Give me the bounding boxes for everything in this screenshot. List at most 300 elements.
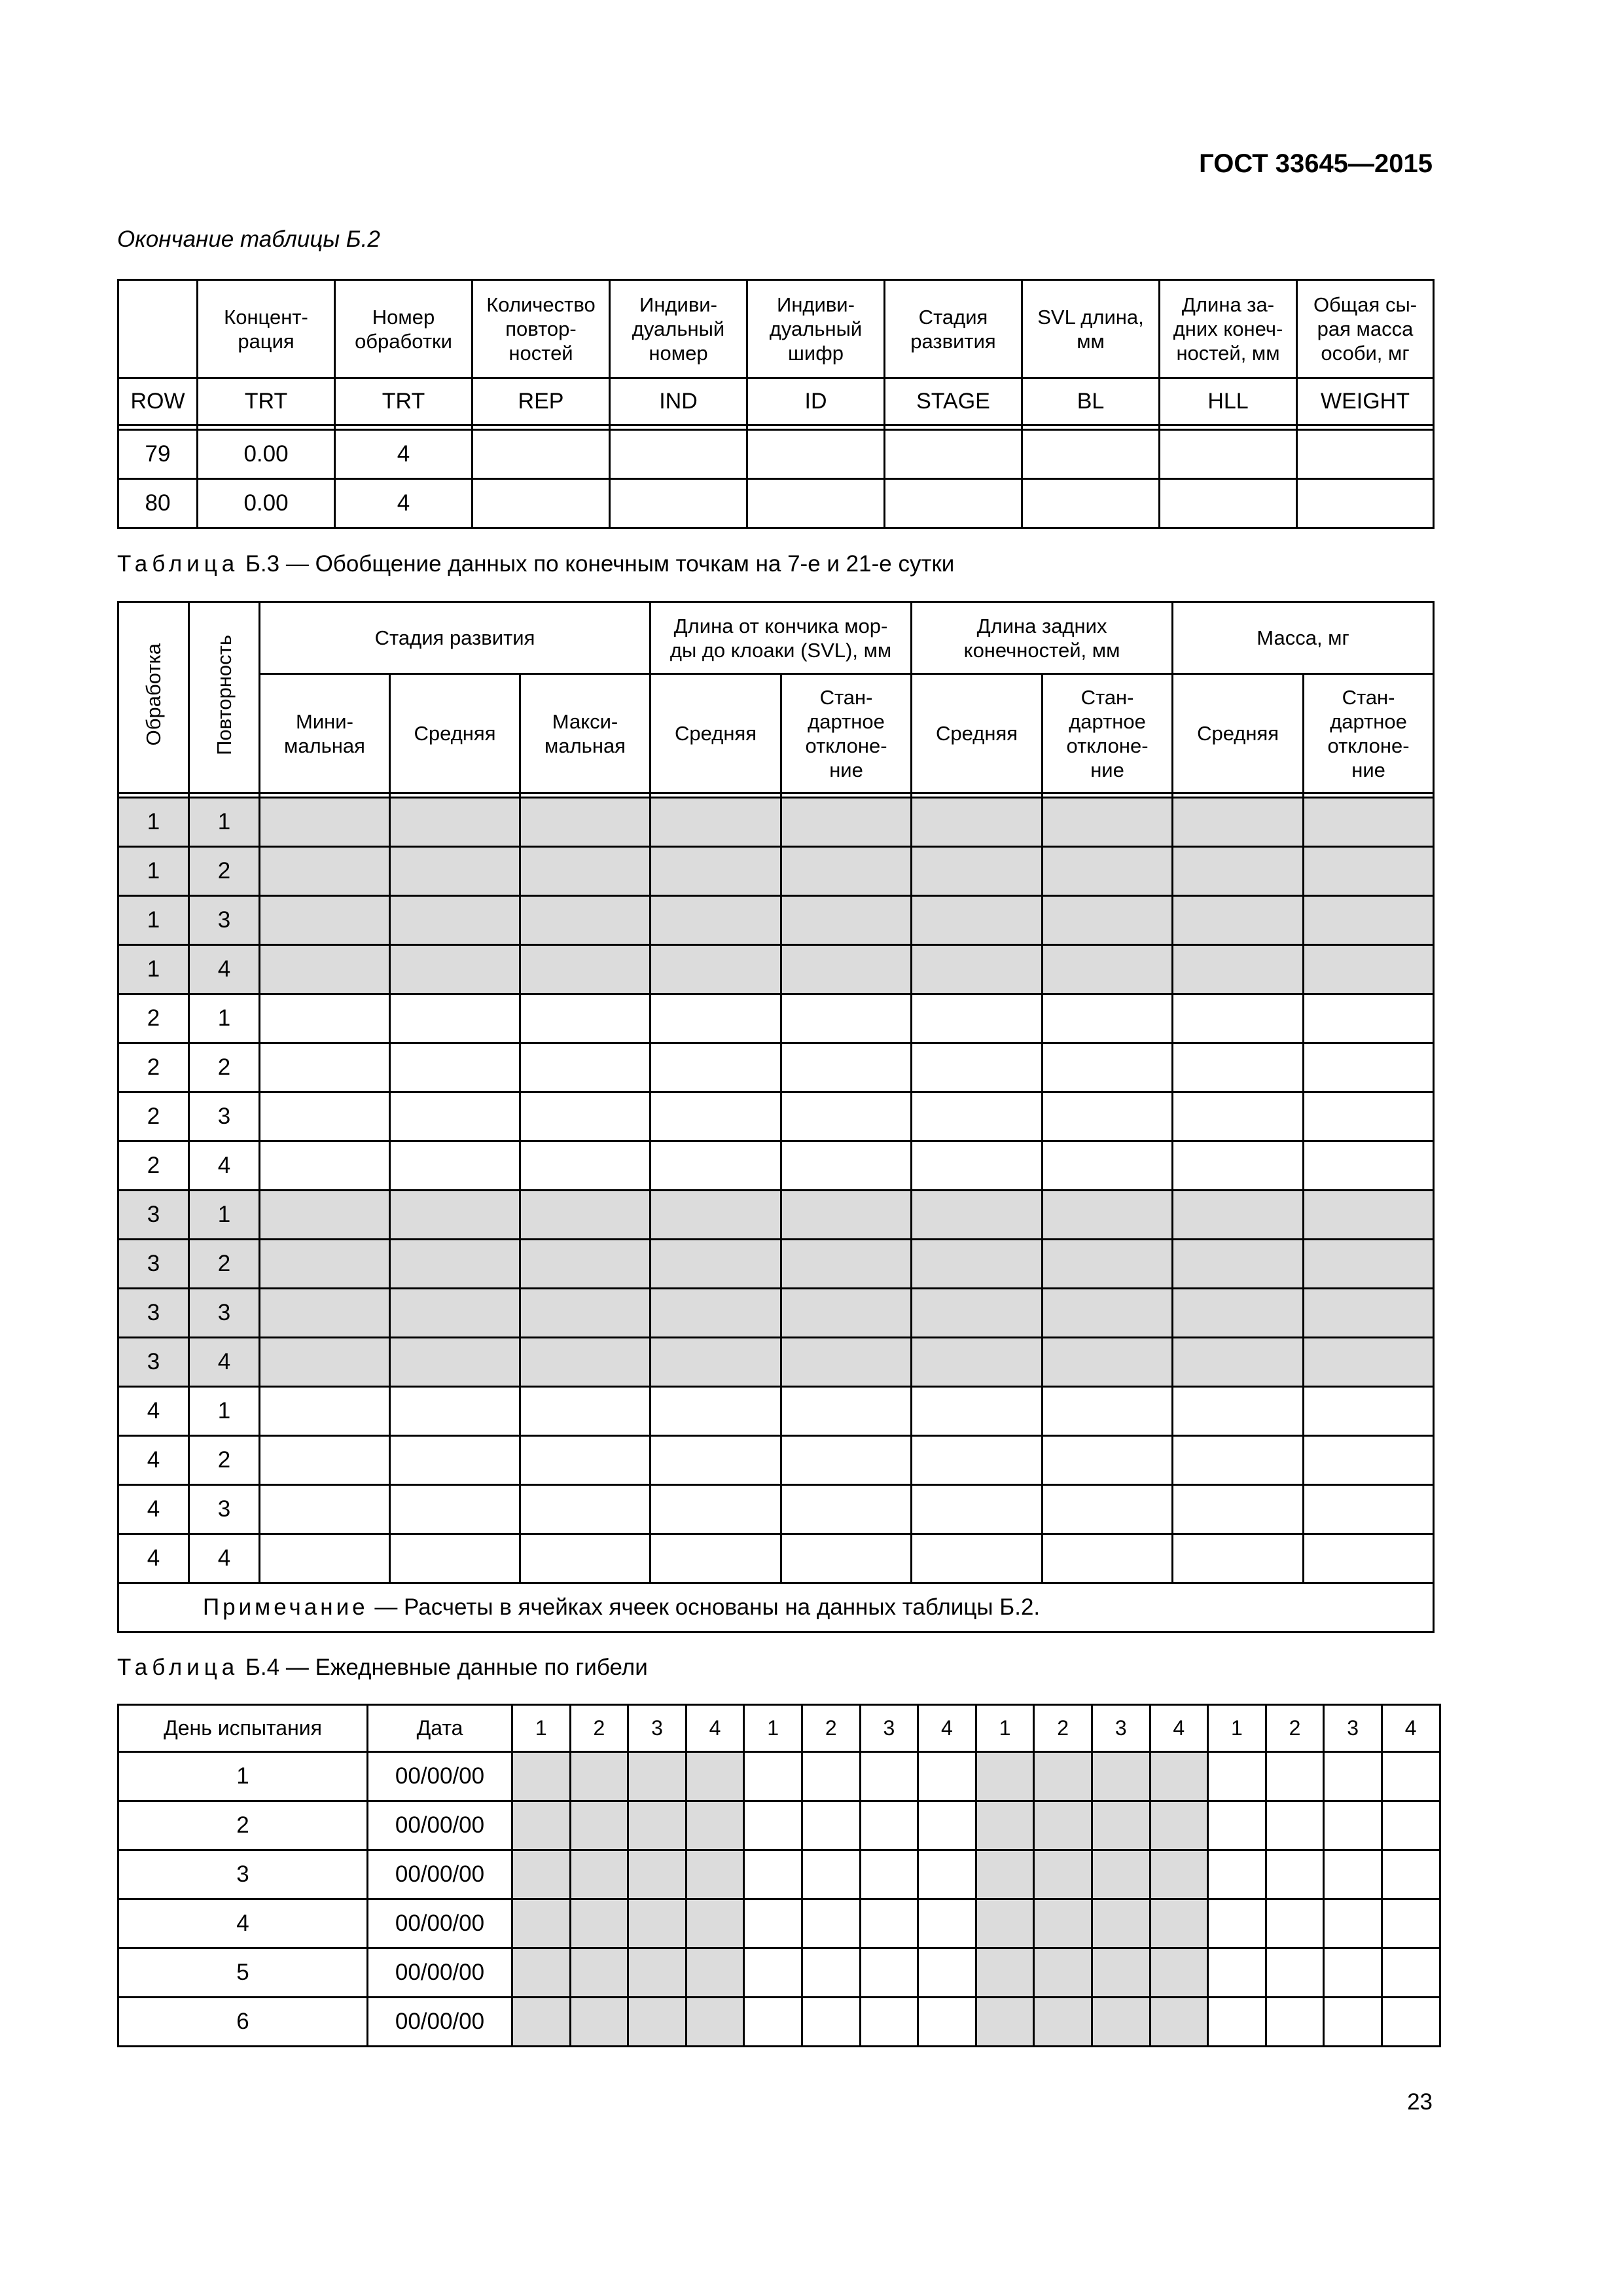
table-b4-mortality-cell <box>686 1801 744 1850</box>
table-b2-row <box>118 479 1434 528</box>
table-b3-empty-cell <box>1043 945 1173 994</box>
table-b4-rep-header: 1 <box>744 1705 802 1752</box>
table-b2-cell <box>1297 430 1434 479</box>
table-b4-caption <box>117 1655 648 1681</box>
table-b3-empty-cell <box>1043 1240 1173 1289</box>
table-b4-mortality-cell <box>860 1801 918 1850</box>
table-b4-mortality-cell <box>686 1850 744 1899</box>
table-b4-mortality-cell <box>1034 1899 1092 1948</box>
table-b4-rep-header: 3 <box>1092 1705 1150 1752</box>
table-b3-header-row <box>118 602 1434 674</box>
table-b3-empty-cell <box>520 945 651 994</box>
table-b3-empty-cell <box>390 1289 520 1338</box>
table-b4-row <box>118 1998 1440 2047</box>
table-b3-empty-cell <box>1304 994 1434 1043</box>
table-b4-mortality-cell <box>860 1752 918 1801</box>
table-b3-empty-cell <box>390 798 520 847</box>
table-b3-empty-cell <box>390 1534 520 1583</box>
table-b3-empty-cell <box>260 1289 390 1338</box>
table-b3-empty-cell <box>651 1191 781 1240</box>
table-b4-mortality-cell <box>628 1899 687 1948</box>
table-b4-mortality-cell <box>1208 1850 1266 1899</box>
table-b3-empty-cell <box>781 994 912 1043</box>
table-b3-empty-cell <box>260 1141 390 1191</box>
table-b3-separator-cell <box>1173 793 1304 798</box>
table-b2-separator-cell <box>1297 425 1434 430</box>
table-b2-header-cell: Концент- рация <box>198 280 335 378</box>
table-b3-empty-cell <box>260 1485 390 1534</box>
table-b3-empty-cell <box>1173 1387 1304 1436</box>
table-b3-empty-cell <box>1043 1534 1173 1583</box>
table-b3-empty-cell <box>1173 1141 1304 1191</box>
table-b2-cell <box>1160 479 1297 528</box>
table-b4-mortality-cell <box>628 1801 687 1850</box>
table-b3-row <box>118 1387 1434 1436</box>
day-cell: 2 <box>118 1801 368 1850</box>
day-cell: 4 <box>118 1899 368 1948</box>
table-b3-empty-cell <box>260 994 390 1043</box>
table-b2-separator-row <box>118 425 1434 430</box>
table-b4-mortality-cell <box>686 1998 744 2047</box>
table-b4-mortality-cell <box>1092 1752 1150 1801</box>
table-b3-empty-cell <box>1304 896 1434 945</box>
table-b3-empty-cell <box>520 1338 651 1387</box>
table-b2-separator-cell <box>747 425 885 430</box>
table-b3-empty-cell <box>912 994 1043 1043</box>
table-b4-mortality-cell <box>976 1899 1034 1948</box>
table-b3-empty-cell <box>781 896 912 945</box>
table-b3-separator-cell <box>189 793 260 798</box>
table-b3-separator-cell <box>260 793 390 798</box>
table-b3-empty-cell <box>1304 1043 1434 1092</box>
table-b3-empty-cell <box>1043 1387 1173 1436</box>
table-b3-empty-cell <box>260 1338 390 1387</box>
table-b3-empty-cell <box>1304 1092 1434 1141</box>
table-b4-mortality-cell <box>1092 1899 1150 1948</box>
table-b4-header-date: Дата <box>368 1705 512 1752</box>
table-b2-cell <box>1022 430 1160 479</box>
table-b2-cell: 0.00 <box>198 479 335 528</box>
table-b3-subheader-row <box>118 674 1434 793</box>
table-b4-mortality-cell <box>918 1998 976 2047</box>
table-b3-subheader: Средняя <box>1173 674 1304 793</box>
table-b3-empty-cell <box>651 1289 781 1338</box>
table-b2-cell: 80 <box>118 479 198 528</box>
table-b4-mortality-cell <box>860 1948 918 1998</box>
table-b3-separator-cell <box>1304 793 1434 798</box>
table-b3-empty-cell <box>520 847 651 896</box>
table-b2-code-cell: WEIGHT <box>1297 378 1434 425</box>
treatment-cell: 1 <box>118 896 189 945</box>
table-b4-mortality-cell <box>1092 1801 1150 1850</box>
replicate-cell: 1 <box>189 994 260 1043</box>
table-b3-empty-cell <box>1304 1338 1434 1387</box>
table-b4-mortality-cell <box>1324 1752 1382 1801</box>
table-b3-empty-cell <box>1043 994 1173 1043</box>
table-b2-cell <box>610 479 747 528</box>
table-b4-mortality-cell <box>686 1899 744 1948</box>
table-b4-mortality-cell <box>1266 1850 1324 1899</box>
treatment-cell: 4 <box>118 1485 189 1534</box>
table-b3-group-header: Длина задних конечностей, мм <box>912 602 1173 674</box>
table-b4-rep-header: 2 <box>1034 1705 1092 1752</box>
table-b3-empty-cell <box>260 1043 390 1092</box>
table-b4-mortality-cell <box>976 1801 1034 1850</box>
table-b3-empty-cell <box>1043 896 1173 945</box>
table-b3-empty-cell <box>390 1436 520 1485</box>
table-b3-row <box>118 945 1434 994</box>
table-b4-mortality-cell <box>802 1948 860 1998</box>
date-cell: 00/00/00 <box>368 1850 512 1899</box>
table-b3-empty-cell <box>781 1240 912 1289</box>
table-b4-mortality-cell <box>1034 1998 1092 2047</box>
table-b4-mortality-cell <box>1208 1752 1266 1801</box>
replicate-cell: 3 <box>189 1092 260 1141</box>
table-b4-mortality-cell <box>686 1752 744 1801</box>
treatment-cell: 2 <box>118 1141 189 1191</box>
table-b2-separator-cell <box>118 425 198 430</box>
table-b3-empty-cell <box>520 896 651 945</box>
table-b3-caption <box>117 551 954 577</box>
table-b3-empty-cell <box>520 1141 651 1191</box>
day-cell: 3 <box>118 1850 368 1899</box>
table-b3-empty-cell <box>781 1534 912 1583</box>
table-b3-group-header: Длина от кончика мор- ды до клоаки (SVL), мм <box>651 602 912 674</box>
table-b3-empty-cell <box>651 1240 781 1289</box>
table-b3-empty-cell <box>781 1092 912 1141</box>
table-b3-empty-cell <box>390 1387 520 1436</box>
table-b3-empty-cell <box>520 1387 651 1436</box>
replicate-cell: 1 <box>189 1191 260 1240</box>
table-b4-mortality-cell <box>1324 1850 1382 1899</box>
table-b4-mortality-cell <box>744 1752 802 1801</box>
table-b4-mortality-cell <box>744 1801 802 1850</box>
treatment-cell: 3 <box>118 1338 189 1387</box>
table-b3-empty-cell <box>1043 798 1173 847</box>
treatment-cell: 3 <box>118 1289 189 1338</box>
table-b4-mortality-cell <box>1382 1899 1440 1948</box>
page-number: 23 <box>1407 2089 1433 2115</box>
table-b3-separator-cell <box>912 793 1043 798</box>
table-b3-subheader: Стан- дартное отклоне- ние <box>1043 674 1173 793</box>
table-b3-empty-cell <box>1173 1436 1304 1485</box>
table-b2-code-cell: ID <box>747 378 885 425</box>
table-b4-mortality-cell <box>512 1899 571 1948</box>
table-b4-row <box>118 1801 1440 1850</box>
table-b3-separator-cell <box>520 793 651 798</box>
table-b4-mortality-cell <box>744 1998 802 2047</box>
table-b3-empty-cell <box>260 1092 390 1141</box>
table-b3-row <box>118 896 1434 945</box>
table-b2-cell <box>1022 479 1160 528</box>
table-b2-cell <box>747 430 885 479</box>
table-b4-mortality-cell <box>570 1998 628 2047</box>
replicate-cell: 3 <box>189 1289 260 1338</box>
treatment-cell: 2 <box>118 994 189 1043</box>
table-b3-row <box>118 1485 1434 1534</box>
table-b4-rep-header: 3 <box>860 1705 918 1752</box>
table-b3-empty-cell <box>1304 1240 1434 1289</box>
table-b4-mortality-cell <box>918 1899 976 1948</box>
table-b3-empty-cell <box>912 1534 1043 1583</box>
table-b4-mortality-cell <box>802 1801 860 1850</box>
table-b4-mortality-cell <box>918 1948 976 1998</box>
table-b2-separator-cell <box>473 425 610 430</box>
table-b3-empty-cell <box>1173 896 1304 945</box>
table-b3-group-header: Стадия развития <box>260 602 651 674</box>
table-b4-mortality-cell <box>1208 1998 1266 2047</box>
table-b4-mortality-cell <box>1150 1998 1208 2047</box>
table-b2-code-cell: ROW <box>118 378 198 425</box>
table-b4-mortality-cell <box>802 1899 860 1948</box>
table-b3-empty-cell <box>1173 1534 1304 1583</box>
table-b3-empty-cell <box>912 1191 1043 1240</box>
replicate-cell: 3 <box>189 896 260 945</box>
table-b4-mortality-cell <box>976 1948 1034 1998</box>
table-b3-empty-cell <box>390 945 520 994</box>
replicate-cell: 4 <box>189 1338 260 1387</box>
table-b4-mortality-cell <box>570 1850 628 1899</box>
table-b4-row <box>118 1850 1440 1899</box>
table-b2-header-cell: Количество повтор- ностей <box>473 280 610 378</box>
table-b2-code-cell: HLL <box>1160 378 1297 425</box>
table-b4-mortality-cell <box>512 1801 571 1850</box>
table-b3-row <box>118 847 1434 896</box>
table-b3-empty-cell <box>260 1240 390 1289</box>
table-b3-empty-cell <box>1304 1141 1434 1191</box>
table-b3-header-replicate <box>189 602 260 793</box>
table-b4-mortality-cell <box>1266 1948 1324 1998</box>
document-code: ГОСТ 33645—2015 <box>1199 149 1433 178</box>
table-b4-mortality-cell <box>976 1752 1034 1801</box>
table-b2-header-cell <box>118 280 198 378</box>
replicate-cell: 3 <box>189 1485 260 1534</box>
table-b2-cell: 79 <box>118 430 198 479</box>
table-b4-row <box>118 1948 1440 1998</box>
table-b4-rep-header: 1 <box>512 1705 571 1752</box>
table-b3-empty-cell <box>1304 1485 1434 1534</box>
treatment-cell: 1 <box>118 847 189 896</box>
table-b3-empty-cell <box>390 1338 520 1387</box>
replicate-cell: 1 <box>189 798 260 847</box>
treatment-cell: 1 <box>118 945 189 994</box>
table-b3-row <box>118 1534 1434 1583</box>
table-b4-mortality-cell <box>570 1801 628 1850</box>
day-cell: 6 <box>118 1998 368 2047</box>
table-b3-empty-cell <box>1173 1043 1304 1092</box>
table-b4-mortality-cell <box>1208 1899 1266 1948</box>
table-b3-empty-cell <box>781 1436 912 1485</box>
table-b4-mortality-cell <box>802 1998 860 2047</box>
table-b3-empty-cell <box>520 1485 651 1534</box>
table-b2-cell <box>885 430 1022 479</box>
table-b3-empty-cell <box>651 1485 781 1534</box>
table-b4-mortality-cell <box>1150 1948 1208 1998</box>
table-b4-rep-header: 3 <box>1324 1705 1382 1752</box>
table-b3-empty-cell <box>781 847 912 896</box>
table-b3-empty-cell <box>390 1043 520 1092</box>
table-b3-row <box>118 1043 1434 1092</box>
table-b4-mortality-cell <box>860 1850 918 1899</box>
table-b4-mortality-cell <box>1208 1801 1266 1850</box>
table-b4-mortality-cell <box>628 1948 687 1998</box>
table-b3-empty-cell <box>260 1436 390 1485</box>
table-b2-code-cell: STAGE <box>885 378 1022 425</box>
table-b2-code-cell: BL <box>1022 378 1160 425</box>
table-b3-empty-cell <box>260 945 390 994</box>
table-b3-empty-cell <box>1043 1043 1173 1092</box>
table-b3-empty-cell <box>651 1534 781 1583</box>
treatment-cell: 4 <box>118 1534 189 1583</box>
table-b3-empty-cell <box>1173 1289 1304 1338</box>
table-b4-rep-header: 1 <box>976 1705 1034 1752</box>
replicate-cell: 4 <box>189 945 260 994</box>
table-b3-empty-cell <box>651 945 781 994</box>
table-b4-rep-header: 1 <box>1208 1705 1266 1752</box>
table-b3-empty-cell <box>912 1092 1043 1141</box>
table-b2-header-cell: Номер обработки <box>335 280 473 378</box>
table-b2-separator-cell <box>885 425 1022 430</box>
table-b4-rep-header: 2 <box>570 1705 628 1752</box>
table-b4-mortality-cell <box>1034 1850 1092 1899</box>
table-b4-mortality-cell <box>512 1948 571 1998</box>
table-b3-empty-cell <box>1173 847 1304 896</box>
table-b3-empty-cell <box>1043 1436 1173 1485</box>
table-b2-separator-cell <box>335 425 473 430</box>
table-b2-code-cell: IND <box>610 378 747 425</box>
table-b4-mortality-cell <box>802 1850 860 1899</box>
table-b3-empty-cell <box>520 994 651 1043</box>
table-b4-mortality-cell <box>802 1752 860 1801</box>
table-b3-empty-cell <box>651 1092 781 1141</box>
table-b3-empty-cell <box>781 1191 912 1240</box>
table-b3-empty-cell <box>912 1240 1043 1289</box>
table-b3-empty-cell <box>1173 1191 1304 1240</box>
table-b3-empty-cell <box>912 798 1043 847</box>
table-b3-note-row <box>118 1583 1434 1632</box>
table-b3-empty-cell <box>1043 1191 1173 1240</box>
table-b3-separator-row <box>118 793 1434 798</box>
date-cell: 00/00/00 <box>368 1899 512 1948</box>
date-cell: 00/00/00 <box>368 1998 512 2047</box>
table-b2-cell <box>1160 430 1297 479</box>
day-cell: 1 <box>118 1752 368 1801</box>
replicate-cell: 2 <box>189 1240 260 1289</box>
table-b4-mortality-cell <box>570 1948 628 1998</box>
table-b3-empty-cell <box>520 1043 651 1092</box>
table-b3-separator-cell <box>390 793 520 798</box>
day-cell: 5 <box>118 1948 368 1998</box>
table-b4-mortality-cell <box>570 1752 628 1801</box>
table-b2-code-cell: REP <box>473 378 610 425</box>
table-b3-row <box>118 1191 1434 1240</box>
treatment-cell: 3 <box>118 1240 189 1289</box>
table-b3-empty-cell <box>781 798 912 847</box>
table-b4-mortality-cell <box>1266 1801 1324 1850</box>
table-b3-empty-cell <box>390 994 520 1043</box>
table-b3-empty-cell <box>912 1485 1043 1534</box>
table-b4-mortality-cell <box>1034 1801 1092 1850</box>
table-b4-mortality-cell <box>512 1752 571 1801</box>
table-b3-empty-cell <box>651 1043 781 1092</box>
table-b2-cell: 0.00 <box>198 430 335 479</box>
table-b4-mortality-cell <box>1266 1899 1324 1948</box>
note-text: — Расчеты в ячейках ячеек основаны на данных таблицы Б.2. <box>368 1594 1041 1620</box>
table-b2-separator-cell <box>1022 425 1160 430</box>
table-b3-empty-cell <box>520 1191 651 1240</box>
table-b3-empty-cell <box>912 1043 1043 1092</box>
table-b3-separator-cell <box>1043 793 1173 798</box>
table-b2-code-cell: TRT <box>198 378 335 425</box>
table-b2-header-cell: SVL длина, мм <box>1022 280 1160 378</box>
table-b3-empty-cell <box>781 945 912 994</box>
table-b4-mortality-cell <box>512 1850 571 1899</box>
table-b4-mortality-cell <box>628 1998 687 2047</box>
table-b2-header-cell: Индиви- дуальный шифр <box>747 280 885 378</box>
treatment-cell: 1 <box>118 798 189 847</box>
table-b4-mortality-cell <box>1324 1801 1382 1850</box>
table-b2-header-cell: Стадия развития <box>885 280 1022 378</box>
table-b3-empty-cell <box>912 1289 1043 1338</box>
table-b3-group-header: Масса, мг <box>1173 602 1434 674</box>
table-b3-empty-cell <box>1173 1240 1304 1289</box>
table-b4-mortality-cell <box>1092 1850 1150 1899</box>
table-b3-empty-cell <box>912 1338 1043 1387</box>
note-label: Примечание <box>203 1594 368 1620</box>
table-b3-empty-cell <box>390 1141 520 1191</box>
table-b3-empty-cell <box>390 1485 520 1534</box>
table-b3-empty-cell <box>1043 1092 1173 1141</box>
table-b4-header-row <box>118 1705 1440 1752</box>
table-b4-mortality-cell <box>1266 1752 1324 1801</box>
table-b3-subheader: Средняя <box>390 674 520 793</box>
table-b3-row <box>118 1338 1434 1387</box>
replicate-cell: 1 <box>189 1387 260 1436</box>
table-b3-empty-cell <box>781 1289 912 1338</box>
table-b3-row <box>118 1289 1434 1338</box>
table-b3-empty-cell <box>1304 798 1434 847</box>
table-b3-subheader: Стан- дартное отклоне- ние <box>1304 674 1434 793</box>
table-b2-separator-cell <box>198 425 335 430</box>
table-b2-header-cell: Общая сы- рая масса особи, мг <box>1297 280 1434 378</box>
table-b4-mortality-cell <box>1150 1801 1208 1850</box>
table-b3-separator-cell <box>118 793 189 798</box>
table-b3-empty-cell <box>912 1436 1043 1485</box>
table-b3-empty-cell <box>390 1092 520 1141</box>
table-b3-empty-cell <box>1173 1092 1304 1141</box>
table-b3-empty-cell <box>651 798 781 847</box>
table-b4-mortality-cell <box>1034 1752 1092 1801</box>
table-b4-header-day: День испытания <box>118 1705 368 1752</box>
table-b3-empty-cell <box>781 1141 912 1191</box>
table-b4-mortality-cell <box>512 1998 571 2047</box>
table-b3-empty-cell <box>1304 945 1434 994</box>
table-b3-empty-cell <box>1043 1338 1173 1387</box>
treatment-cell: 4 <box>118 1387 189 1436</box>
table-b3-empty-cell <box>1173 798 1304 847</box>
table-b3-empty-cell <box>390 1240 520 1289</box>
date-cell: 00/00/00 <box>368 1801 512 1850</box>
table-b4-mortality-cell <box>976 1998 1034 2047</box>
table-b2-cell: 4 <box>335 479 473 528</box>
table-b3-subheader: Стан- дартное отклоне- ние <box>781 674 912 793</box>
table-b2-cell <box>1297 479 1434 528</box>
table-b3-row <box>118 1240 1434 1289</box>
table-b4-rep-header: 4 <box>918 1705 976 1752</box>
table-b3-empty-cell <box>1173 945 1304 994</box>
table-b2-code-cell: TRT <box>335 378 473 425</box>
table-b4-mortality-cell <box>1150 1899 1208 1948</box>
